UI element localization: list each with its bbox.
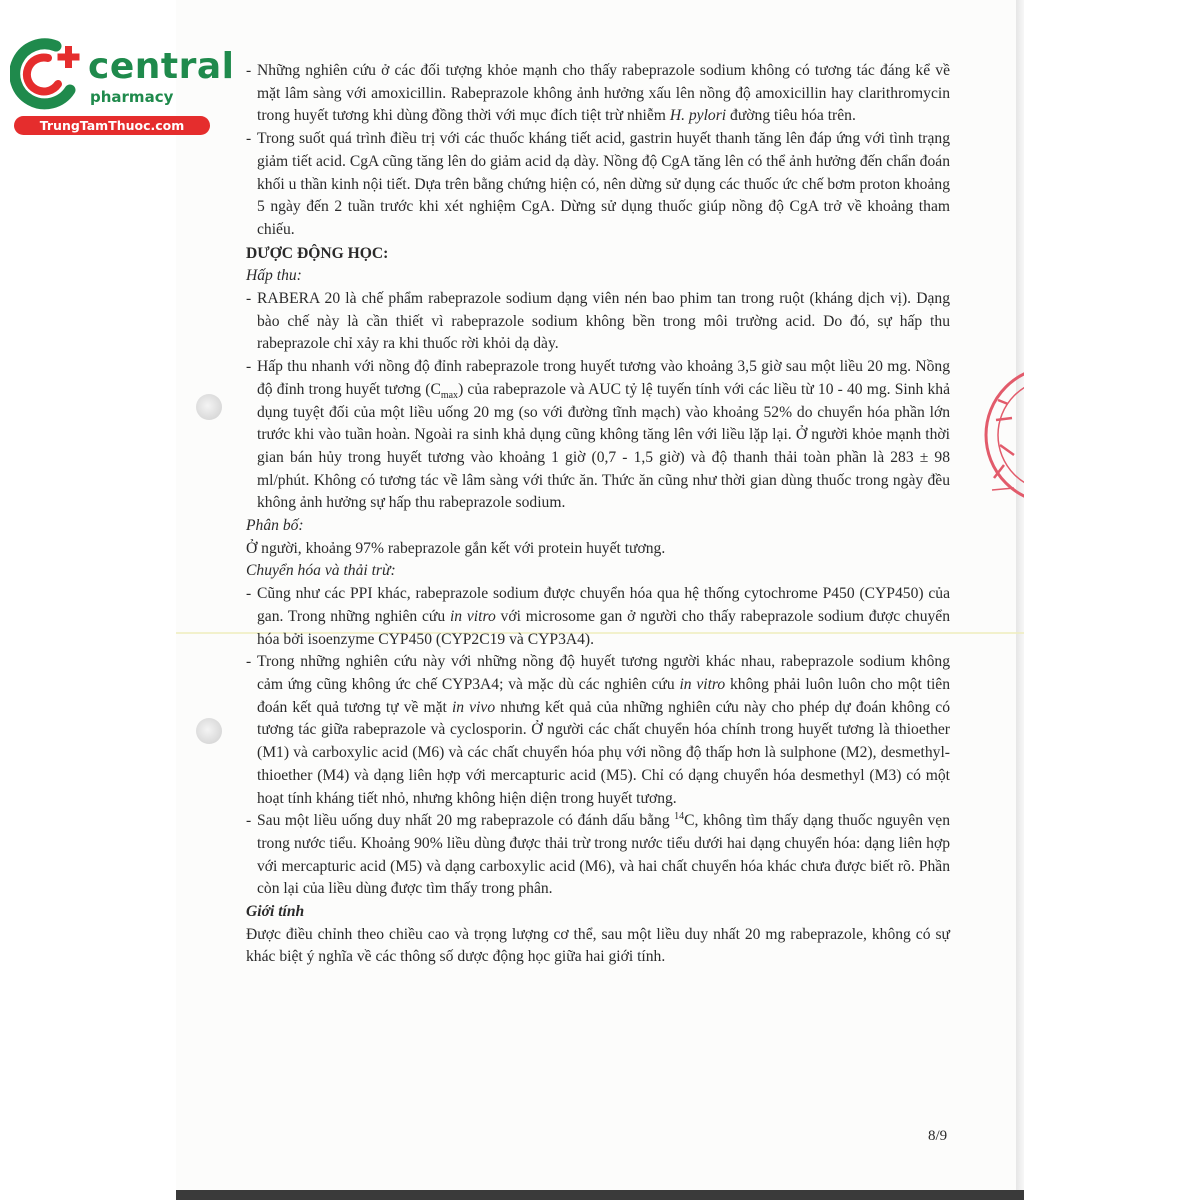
pharmacy-cross-icon (10, 38, 90, 114)
list-item: - Hấp thu nhanh với nồng độ đỉnh rabeprazole trong huyết tương vào khoảng 3,5 giờ sau một liều 20 mg. Nồng độ đỉnh trong huyết tương $(C_{max})$ của rabeprazole và AUC tỷ lệ tuyến tính với các liều từ 10 - 40 mg. Sinh khả dụng tuyệt đối của một liều uống 20 mg (so với đường tĩnh mạch) vào khoảng 52% do chuyển hóa phần lớn trước khi vào tuần hoàn. Ngoài ra sinh khả dụng cũng không tăng lên với liều lặp lại. Ở người khỏe mạnh thời gian bán hủy trong huyết tương vào khoảng 1 giờ (0,7 - 1,5 giờ) và độ thanh thải toàn phần là 283 ± 98 ml/phút. Không có tương tác về lâm sàng với thức ăn. Thức ăn cũng như thời gian dùng thuốc trong ngày đều không ảnh hưởng sự hấp thu rabeprazole sodium. (246, 358, 950, 512)
list-item: - Sau một liều uống duy nhất 20 mg rabeprazole có đánh dấu bằng $^{14}$C, không tìm thấy dạng thuốc nguyên vẹn trong nước tiểu. Khoảng 90% liều dùng được thải trừ trong nước tiểu dưới hai dạng chuyển hóa: dạng liên hợp với mercapturic acid (M5) và dạng carboxylic acid (M6), và hai chất chuyển hóa khác chưa được biết rõ. Phần còn lại của liều dùng được tìm thấy trong phân. (246, 811, 951, 898)
list-item: - Cũng như các PPI khác, rabeprazole sodium được chuyển hóa qua hệ thống cytochrome P450 (CYP450) của gan. Trong những nghiên cứu in vitro với microsome gan ở người cho thấy rabeprazole sodium được chuyển hóa bởi isoenzyme CYP450 (CYP2C19 và CYP3A4). (246, 585, 951, 648)
document-body (246, 60, 950, 969)
list-item: - Trong những nghiên cứu này với những nồng độ huyết tương người khác nhau, rabeprazole sodium không cảm ứng cũng không ức chế CYP3A4; và mặc dù các nghiên cứu in vitro không phải luôn luôn cho một tiên đoán kết quả tương tự về mặt in vivo nhưng kết quả của những nghiên cứu này cho phép dự đoán không có tương tác giữa rabeprazole và cyclosporin. Ở người các chất chuyển hóa chính trong huyết tương là thioether (M1) và carboxylic acid (M6) và các chất chuyển hóa phụ với nồng độ thấp hơn là sulphone (M2), desmethyl-thioether (M4) và dạng liên hợp với mercapturic acid (M5). Chỉ có dạng chuyển hóa desmethyl (M3) có một hoạt tính kháng tiết nhỏ, nhưng không hiện diện trong huyết tương. (246, 653, 950, 807)
page-edge-bottom (176, 1190, 1024, 1200)
page-edge-right (1016, 0, 1024, 1200)
logo-subtitle: pharmacy (90, 88, 174, 106)
logo-name: central (88, 46, 235, 87)
subheading-absorption: Hấp thu: (246, 267, 302, 285)
punch-hole (196, 394, 222, 420)
central-pharmacy-logo (10, 38, 235, 138)
section-heading-pharmacokinetics: DƯỢC ĐỘNG HỌC: (246, 244, 389, 262)
distribution-text: Ở người, khoảng 97% rabeprazole gắn kết với protein huyết tương. (246, 539, 666, 557)
list-item: - RABERA 20 là chế phẩm rabeprazole sodium dạng viên nén bao phim tan trong ruột (kháng dịch vị). Dạng bào chế này là cần thiết vì rabeprazole sodium không bền trong môi trường acid. Do đó, sự hấp thu rabeprazole chỉ xảy ra khi thuốc rời khỏi dạ dày. (246, 290, 950, 353)
subheading-gender: Giới tính (246, 903, 305, 921)
page-number: 8/9 (928, 1128, 948, 1144)
list-item: - Những nghiên cứu ở các đối tượng khỏe mạnh cho thấy rabeprazole sodium không có tương tác đáng kể về mặt lâm sàng với amoxicillin. Rabeprazole không ảnh hưởng xấu lên nồng độ amoxicillin hay clarithromycin trong huyết tương khi dùng đồng thời với mục đích tiệt trừ nhiễm H. pylori đường tiêu hóa trên. (246, 62, 950, 125)
punch-hole (196, 718, 222, 744)
subheading-distribution: Phân bố: (246, 517, 304, 535)
subheading-metabolism: Chuyển hóa và thải trừ: (246, 562, 396, 580)
red-seal-stamp-icon (984, 360, 1024, 510)
logo-website: TrungTamThuoc.com (14, 116, 210, 135)
list-item: - Trong suốt quá trình điều trị với các thuốc kháng tiết acid, gastrin huyết thanh tăng lên đáp ứng với tình trạng giảm tiết acid. CgA cũng tăng lên do giảm acid dạ dày. Nồng độ CgA tăng lên có thể ảnh hưởng đến chẩn đoán khối u thần kinh nội tiết. Dựa trên bằng chứng hiện có, nên dừng sử dụng các thuốc ức chế bơm proton khoảng 5 ngày đến 2 tuần trước khi xét nghiệm CgA. Dừng sử dụng thuốc giúp nồng độ CgA trở về khoảng tham chiếu. (246, 130, 950, 238)
gender-text: Được điều chỉnh theo chiều cao và trọng lượng cơ thể, sau một liều duy nhất 20 mg rabeprazole, không có sự khác biệt ý nghĩa về các thông số dược động học giữa hai giới tính. (246, 925, 950, 966)
